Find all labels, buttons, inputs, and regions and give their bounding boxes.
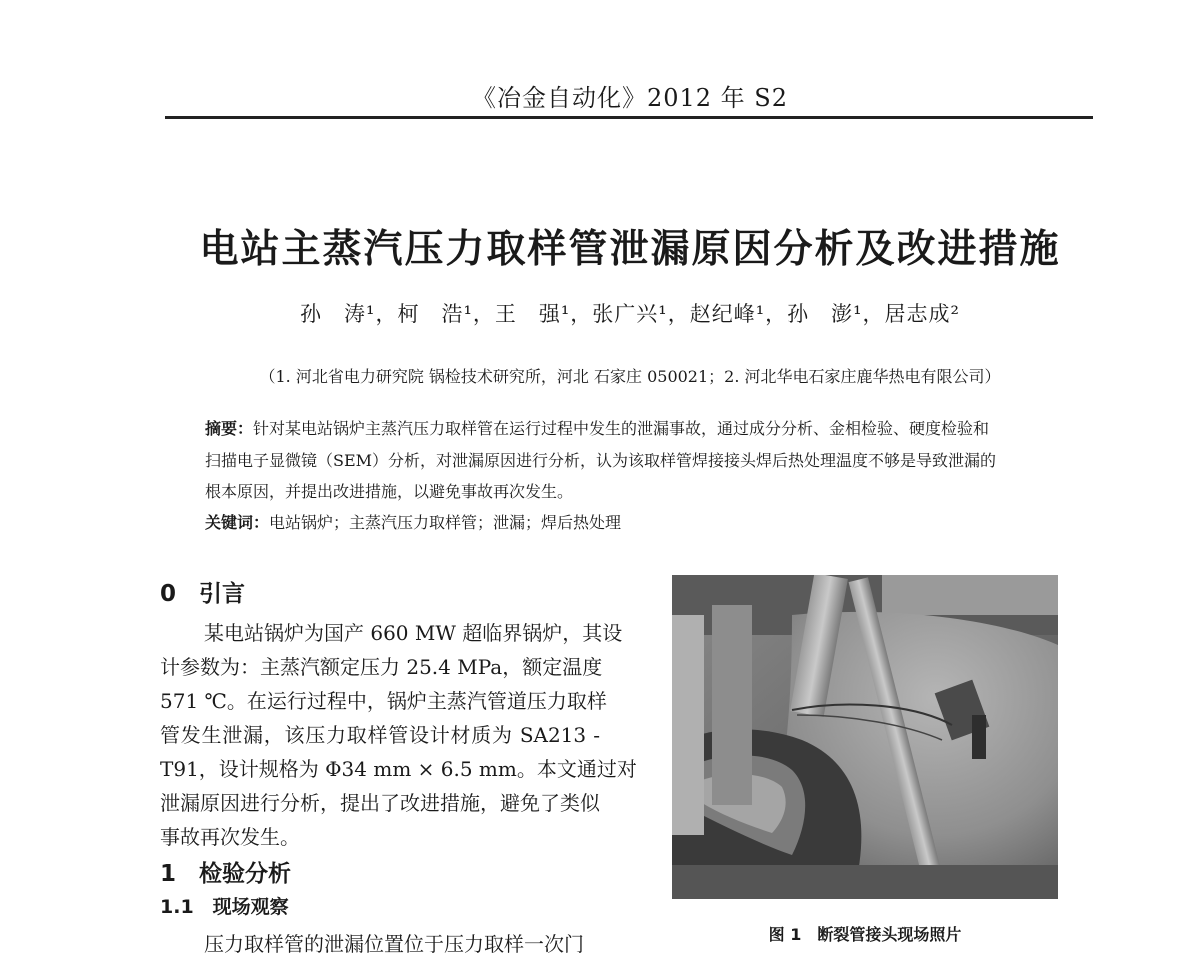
subsection-heading-1-1: 1.1 现场观察 bbox=[160, 896, 289, 918]
body-line: 571 ℃。在运行过程中，锅炉主蒸汽管道压力取样 bbox=[160, 689, 607, 713]
body-line: T91，设计规格为 Φ34 mm × 6.5 mm。本文通过对 bbox=[160, 757, 637, 781]
body-line: 某电站锅炉为国产 660 MW 超临界锅炉，其设 bbox=[204, 621, 623, 645]
journal-header: 《冶金自动化》2012 年 S2 bbox=[471, 84, 789, 112]
fractured-pipe-joint-photo bbox=[672, 575, 1058, 899]
body-line: 管发生泄漏，该压力取样管设计材质为 SA213 - bbox=[160, 723, 600, 747]
body-line: 泄漏原因进行分析，提出了改进措施，避免了类似 bbox=[160, 791, 600, 815]
body-line: 事故再次发生。 bbox=[160, 825, 300, 849]
paper-title: 电站主蒸汽压力取样管泄漏原因分析及改进措施 bbox=[199, 227, 1061, 272]
abstract-line bbox=[205, 416, 989, 439]
body-line: 计参数为：主蒸汽额定压力 25.4 MPa，额定温度 bbox=[160, 655, 603, 679]
abstract-line: 根本原因，并提出改进措施，以避免事故再次发生。 bbox=[205, 482, 574, 501]
keywords-line bbox=[205, 510, 621, 533]
author-list: 孙 涛¹，柯 浩¹，王 强¹，张广兴¹，赵纪峰¹，孙 澎¹，居志成² bbox=[300, 302, 960, 326]
section-heading-0: 0 引言 bbox=[160, 581, 246, 607]
figure-photo bbox=[672, 575, 1058, 899]
abstract-text: 针对某电站锅炉主蒸汽压力取样管在运行过程中发生的泄漏事故，通过成分分析、金相检验、硬度检验和 bbox=[253, 419, 990, 438]
affiliations: （1. 河北省电力研究院 锅检技术研究所，河北 石家庄 050021；2. 河北华电石家庄鹿华热电有限公司） bbox=[259, 367, 1001, 386]
body-line: 压力取样管的泄漏位置位于压力取样一次门 bbox=[204, 932, 584, 956]
abstract-line: 扫描电子显微镜（SEM）分析，对泄漏原因进行分析，认为该取样管焊接接头焊后热处理温度不够是导致泄漏的 bbox=[205, 451, 997, 470]
abstract-label: 摘要： bbox=[205, 419, 254, 438]
keywords-label: 关键词： bbox=[205, 513, 270, 532]
header-rule bbox=[165, 116, 1093, 119]
section-heading-1: 1 检验分析 bbox=[160, 861, 292, 887]
figure-caption: 图 1 断裂管接头现场照片 bbox=[768, 925, 962, 944]
keywords-text: 电站锅炉；主蒸汽压力取样管；泄漏；焊后热处理 bbox=[269, 513, 622, 532]
